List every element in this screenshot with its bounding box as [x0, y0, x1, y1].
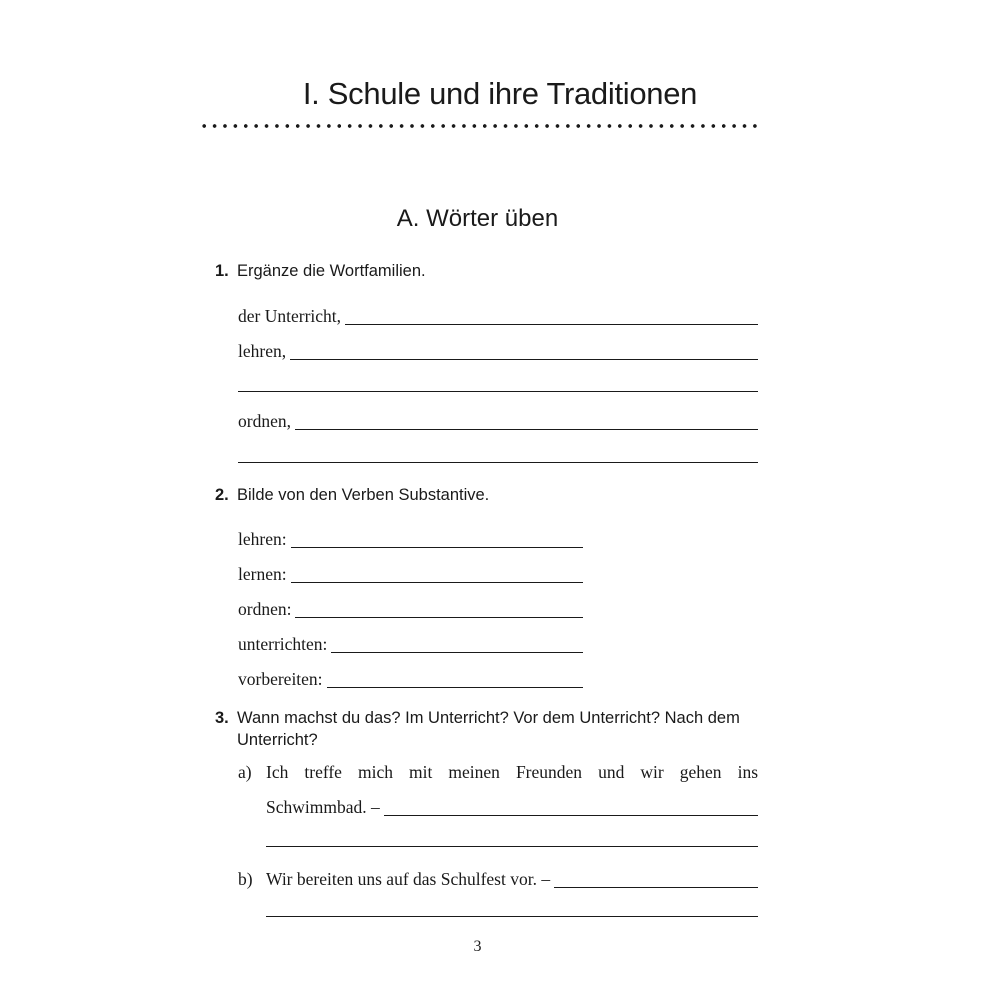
answer-line[interactable]: [266, 846, 758, 847]
row-label: der Unterricht,: [238, 306, 342, 326]
item-letter: a): [238, 762, 252, 782]
task-number: 2.: [215, 486, 229, 504]
answer-line[interactable]: [327, 687, 583, 688]
task-text: Ergänze die Wortfamilien.: [237, 262, 426, 280]
task-text-continued: Unterricht?: [237, 731, 318, 749]
row-label: ordnen,: [238, 411, 291, 431]
item-text: Ich treffe mich mit meinen Freunden und wir gehen ins: [266, 762, 758, 782]
task-text: Wann machst du das? Im Unterricht? Vor dem Unterricht? Nach dem: [237, 709, 740, 727]
answer-row-item-b[interactable]: [266, 865, 758, 889]
answer-row-ordnen[interactable]: [238, 595, 583, 619]
answer-line[interactable]: [291, 582, 583, 583]
task-number: 3.: [215, 709, 229, 727]
row-label: Schwimmbad. –: [266, 797, 380, 817]
answer-row-lehren[interactable]: [238, 337, 758, 361]
section-title: A. Wörter üben: [396, 205, 559, 232]
row-label: lernen:: [238, 564, 287, 584]
row-label: vorbereiten:: [238, 669, 323, 689]
answer-line[interactable]: [345, 324, 758, 325]
task-2-instruction: [215, 484, 489, 506]
item-letter: b): [238, 869, 253, 889]
answer-line[interactable]: [290, 359, 758, 360]
row-label: ordnen:: [238, 599, 292, 619]
answer-line[interactable]: [331, 652, 583, 653]
row-label: lehren:: [238, 529, 287, 549]
task-text: Bilde von den Verben Substantive.: [237, 486, 490, 504]
answer-line[interactable]: [291, 547, 583, 548]
dotted-divider: [199, 122, 761, 130]
task-1-instruction: [215, 260, 426, 282]
page-number: 3: [473, 938, 482, 955]
answer-row-unterrichten[interactable]: [238, 630, 583, 654]
answer-line[interactable]: [266, 916, 758, 917]
row-label: unterrichten:: [238, 634, 328, 654]
answer-line[interactable]: [295, 429, 758, 430]
answer-row-vorbereiten[interactable]: [238, 665, 583, 689]
chapter-title: I. Schule und ihre Traditionen: [302, 76, 698, 111]
answer-line[interactable]: [295, 617, 583, 618]
answer-line[interactable]: [384, 815, 758, 816]
answer-row-item-a[interactable]: [266, 793, 758, 817]
task-number: 1.: [215, 262, 229, 280]
task-3-instruction: [215, 707, 775, 751]
answer-line[interactable]: [238, 391, 758, 392]
answer-row-unterricht[interactable]: [238, 302, 758, 326]
answer-line[interactable]: [554, 887, 758, 888]
answer-row-lernen[interactable]: [238, 560, 583, 584]
row-label: Wir bereiten uns auf das Schulfest vor. –: [266, 869, 551, 889]
row-label: lehren,: [238, 341, 287, 361]
answer-line[interactable]: [238, 462, 758, 463]
answer-row-ordnen[interactable]: [238, 407, 758, 431]
answer-row-lehren[interactable]: [238, 525, 583, 549]
